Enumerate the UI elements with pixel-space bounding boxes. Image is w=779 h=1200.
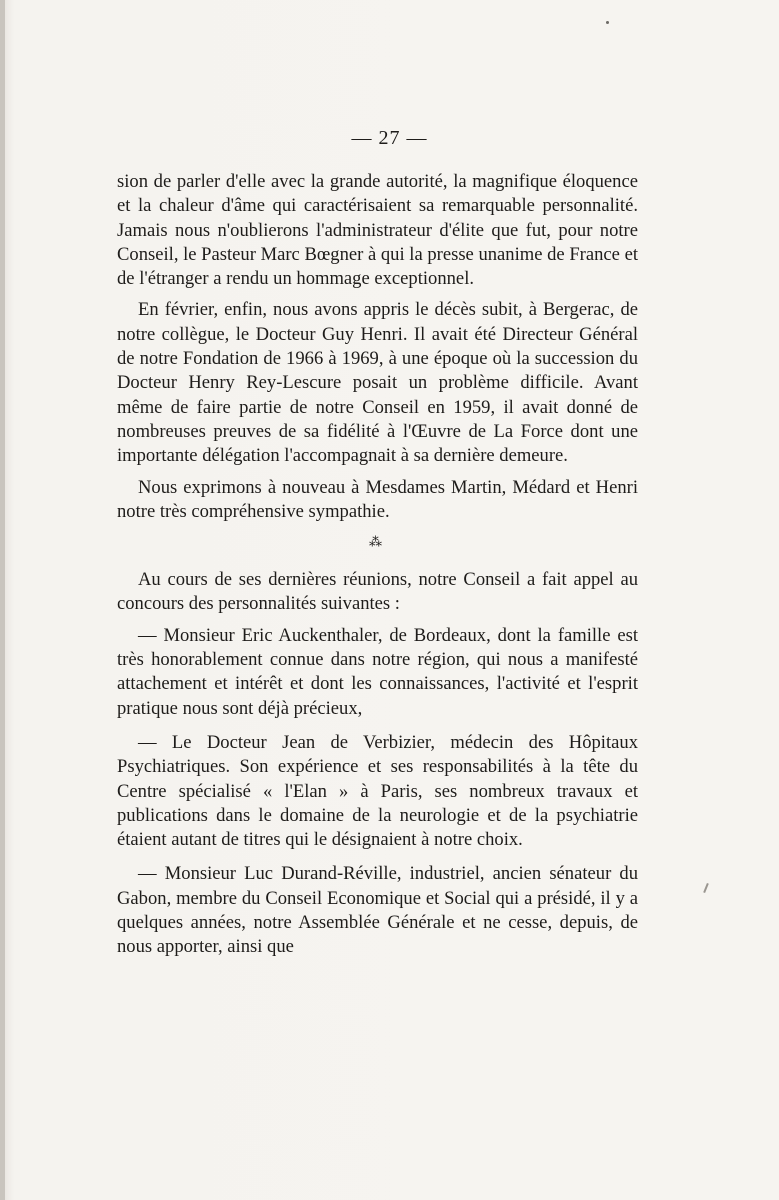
paragraph-nominations-intro: Au cours de ses dernières réunions, notre Conseil a fait appel au concours des personnalités suivantes : [117, 569, 638, 615]
list-item-durand-reville: — Monsieur Luc Durand-Réville, industriel, ancien sénateur du Gabon, membre du Conseil Economique et Social qui a présidé, il y a quelques années, notre Assemblée Générale et ne cesse, depuis, de nous apporter, ainsi que [117, 863, 638, 958]
speck-mark [606, 21, 609, 24]
body-text [117, 170, 638, 960]
paragraph-continuation: sion de parler d'elle avec la grande autorité, la magnifique éloquence et la chaleur d'âme qui caractérisaient sa remarquable personnalité. Jamais nous n'oublierons l'administrateur d'élite que fut, pour notre Conseil, le Pasteur Marc Bœgner à qui la presse unanime de France et de l'étranger a rendu un hommage exceptionnel. [117, 171, 638, 290]
list-item-auckenthaler: — Monsieur Eric Auckenthaler, de Bordeaux, dont la famille est très honorablement connue dans notre région, qui nous a manifesté attachement et intérêt et dont les connaissances, l'activité et l'esprit pratique nous sont déjà précieux, [117, 624, 638, 719]
section-separator [117, 532, 638, 562]
paragraph-deces-guy-henri: En février, enfin, nous avons appris le décès subit, à Bergerac, de notre collègue, le Docteur Guy Henri. Il avait été Directeur Général de notre Fondation de 1966 à 1969, à une époque où la succession du Docteur Henry Rey-Lescure posait un problème difficile. Avant même de faire partie de notre Conseil en 1959, il avait donné de nombreuses preuves de sa fidélité à l'Œuvre de La Force dont une importante délégation l'accompagnait à sa dernière demeure. [117, 299, 638, 467]
paragraph-sympathie: Nous exprimons à nouveau à Mesdames Martin, Médard et Henri notre très compréhensive sympathie. [117, 476, 638, 522]
binding-edge [0, 0, 5, 1200]
page-number: — 27 — [351, 127, 428, 149]
stray-pencil-mark [703, 883, 709, 893]
list-item-verbizier: — Le Docteur Jean de Verbizier, médecin des Hôpitaux Psychiatriques. Son expérience et ses responsabilités à la tête du Centre spécialisé « l'Elan » à Paris, ses nombreux travaux et publications dans le domaine de la neurologie et de la psychiatrie étaient autant de titres qui le désignaient à notre choix. [117, 731, 638, 851]
separator-glyph: ⁂ [369, 534, 382, 550]
